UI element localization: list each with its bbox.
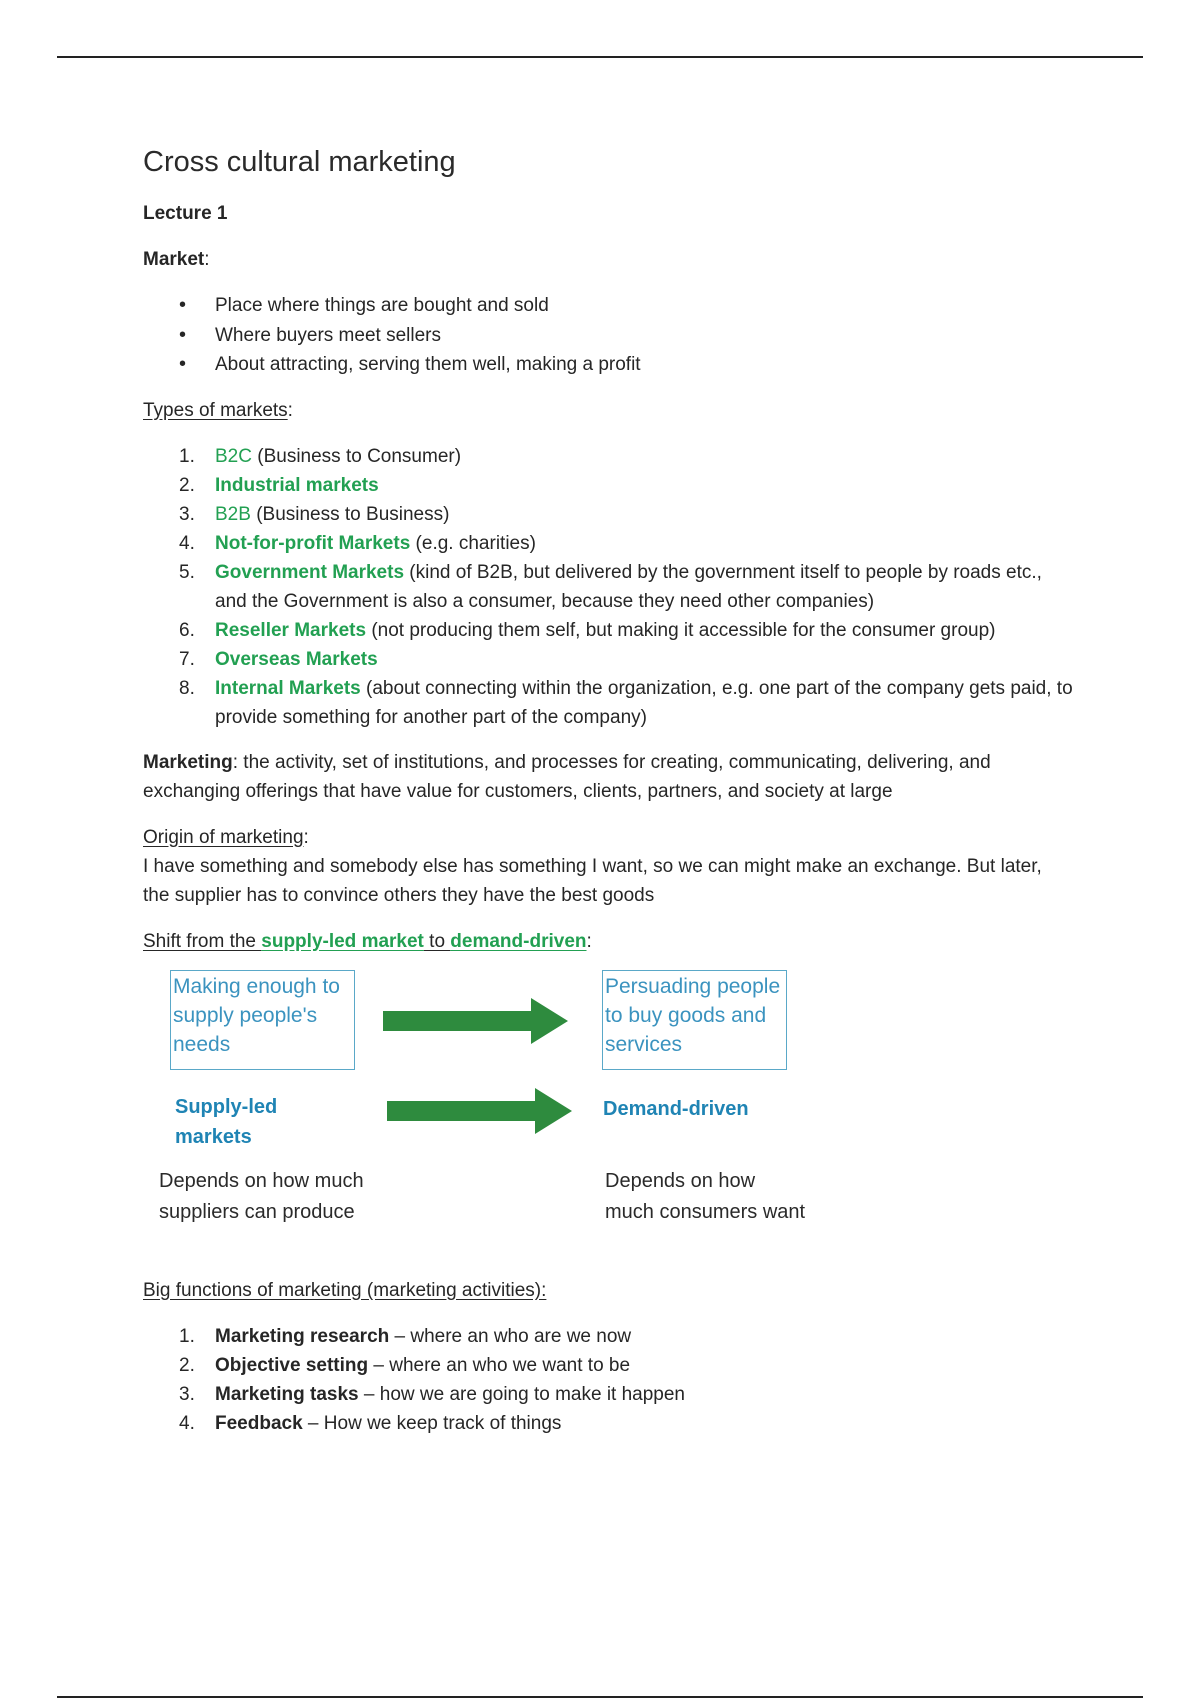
- types-list-item: [179, 558, 1073, 616]
- marketing-term: Marketing: [143, 751, 233, 773]
- depends-suppliers-text: [159, 1166, 364, 1228]
- function-term: Marketing tasks: [215, 1383, 359, 1405]
- types-list-item: [179, 500, 1073, 529]
- lecture-heading: Lecture 1: [143, 203, 228, 224]
- arrow-right-icon: [387, 1088, 572, 1134]
- market-type-term: Not-for-profit Markets: [215, 532, 411, 554]
- market-type-desc: (kind of B2B, but delivered by the government itself to people by roads etc., and the Government is also a consumer, because they need other companies): [215, 561, 1042, 612]
- types-list-item: [179, 529, 1073, 558]
- market-type-desc: (e.g. charities): [410, 532, 536, 554]
- shift-prefix: Shift from the: [143, 930, 262, 952]
- types-heading-text: Types of markets: [143, 399, 288, 421]
- market-type-term: B2C: [215, 445, 252, 467]
- function-desc: – where an who are we now: [389, 1325, 632, 1347]
- shift-suffix: :: [586, 930, 592, 952]
- list-number: 8.: [179, 677, 195, 699]
- types-list-item: [179, 674, 1073, 732]
- function-term: Objective setting: [215, 1354, 369, 1376]
- types-list: [143, 442, 1073, 732]
- shift-term-demand-driven: demand-driven: [450, 930, 587, 952]
- market-bullet-item: • Place where things are bought and sold: [215, 291, 1073, 321]
- box-making-enough: Making enough to supply people's needs: [170, 970, 355, 1070]
- list-number: 5.: [179, 561, 195, 583]
- marketing-definition-text: : the activity, set of institutions, and processes for creating, communicating, delivering, and exchanging offerings that have value for customers, clients, partners, and society at large: [143, 751, 991, 802]
- list-number: 2.: [179, 474, 195, 496]
- origin-heading-text: Origin of marketing: [143, 826, 304, 848]
- list-number: 7.: [179, 648, 195, 670]
- functions-list-item: [179, 1351, 1073, 1380]
- functions-list-item: [179, 1409, 1073, 1438]
- function-desc: – How we keep track of things: [302, 1412, 562, 1434]
- market-heading: [143, 245, 1073, 274]
- market-type-term: Industrial markets: [215, 474, 379, 496]
- label-demand-driven: Demand-driven: [603, 1097, 749, 1120]
- functions-heading: Big functions of marketing (marketing activities):: [143, 1279, 547, 1301]
- types-list-item: [179, 442, 1073, 471]
- list-number: 3.: [179, 1383, 195, 1405]
- types-list-item: [179, 471, 1073, 500]
- function-term: Feedback: [215, 1412, 303, 1434]
- types-heading: [143, 396, 1073, 425]
- types-list-item: [179, 645, 1073, 674]
- function-desc: – where an who we want to be: [368, 1354, 631, 1376]
- shift-heading: [143, 927, 1073, 956]
- arrow-right-icon: [383, 998, 568, 1044]
- list-number: 6.: [179, 619, 195, 641]
- list-number: 4.: [179, 532, 195, 554]
- origin-text: I have something and somebody else has something I want, so we can might make an exchange. But later, the supplier has to convince others they have the best goods: [143, 855, 1042, 906]
- functions-list: [143, 1322, 1073, 1438]
- types-list-item: [179, 616, 1073, 645]
- market-bullet-item: • Where buyers meet sellers: [215, 321, 1073, 351]
- functions-list-item: [179, 1380, 1073, 1409]
- types-heading-colon: :: [287, 399, 293, 421]
- market-type-desc: (Business to Business): [250, 503, 450, 525]
- market-type-term: Internal Markets: [215, 677, 361, 699]
- label-supply-led-line2: markets: [175, 1125, 252, 1148]
- label-supply-led-line1: Supply-led: [175, 1095, 278, 1118]
- depends-consumers-line2: much consumers want: [605, 1200, 806, 1223]
- shift-term-supply-led: supply-led market: [261, 930, 424, 952]
- list-number: 3.: [179, 503, 195, 525]
- market-heading-text: Market: [143, 249, 205, 270]
- list-number: 1.: [179, 445, 195, 467]
- market-type-term: Government Markets: [215, 561, 405, 583]
- list-number: 2.: [179, 1354, 195, 1376]
- origin-heading: [143, 823, 1073, 852]
- document-page: [143, 140, 1073, 1454]
- depends-consumers-text: [605, 1166, 805, 1228]
- function-desc: – how we are going to make it happen: [358, 1383, 686, 1405]
- box-persuading-people: Persuading people to buy goods and services: [602, 970, 787, 1070]
- marketing-definition: [143, 748, 1073, 806]
- supply-demand-diagram: [143, 968, 1073, 1268]
- market-type-term: B2B: [215, 503, 251, 525]
- depends-suppliers-line2: suppliers can produce: [159, 1200, 355, 1223]
- page-title: Cross cultural marketing: [143, 146, 456, 178]
- shift-middle: to: [423, 930, 451, 952]
- list-number: 4.: [179, 1412, 195, 1434]
- market-type-desc: (about connecting within the organization, e.g. one part of the company gets paid, to provide something for another part of the company): [215, 677, 1073, 728]
- market-heading-colon: :: [204, 249, 210, 270]
- depends-consumers-line1: Depends on how: [605, 1169, 756, 1192]
- market-type-desc: (not producing them self, but making it accessible for the consumer group): [366, 619, 996, 641]
- market-type-term: Reseller Markets: [215, 619, 367, 641]
- function-term: Marketing research: [215, 1325, 390, 1347]
- market-bullet-item: • About attracting, serving them well, making a profit: [215, 350, 1073, 380]
- list-number: 1.: [179, 1325, 195, 1347]
- market-bullet-list: [143, 291, 1073, 380]
- label-supply-led-markets: [175, 1092, 277, 1152]
- functions-list-item: [179, 1322, 1073, 1351]
- top-rule: [57, 56, 1143, 58]
- bottom-rule: [57, 1696, 1143, 1698]
- origin-heading-colon: :: [303, 826, 309, 848]
- market-type-term: Overseas Markets: [215, 648, 378, 670]
- depends-suppliers-line1: Depends on how much: [159, 1169, 364, 1192]
- market-type-desc: (Business to Consumer): [251, 445, 462, 467]
